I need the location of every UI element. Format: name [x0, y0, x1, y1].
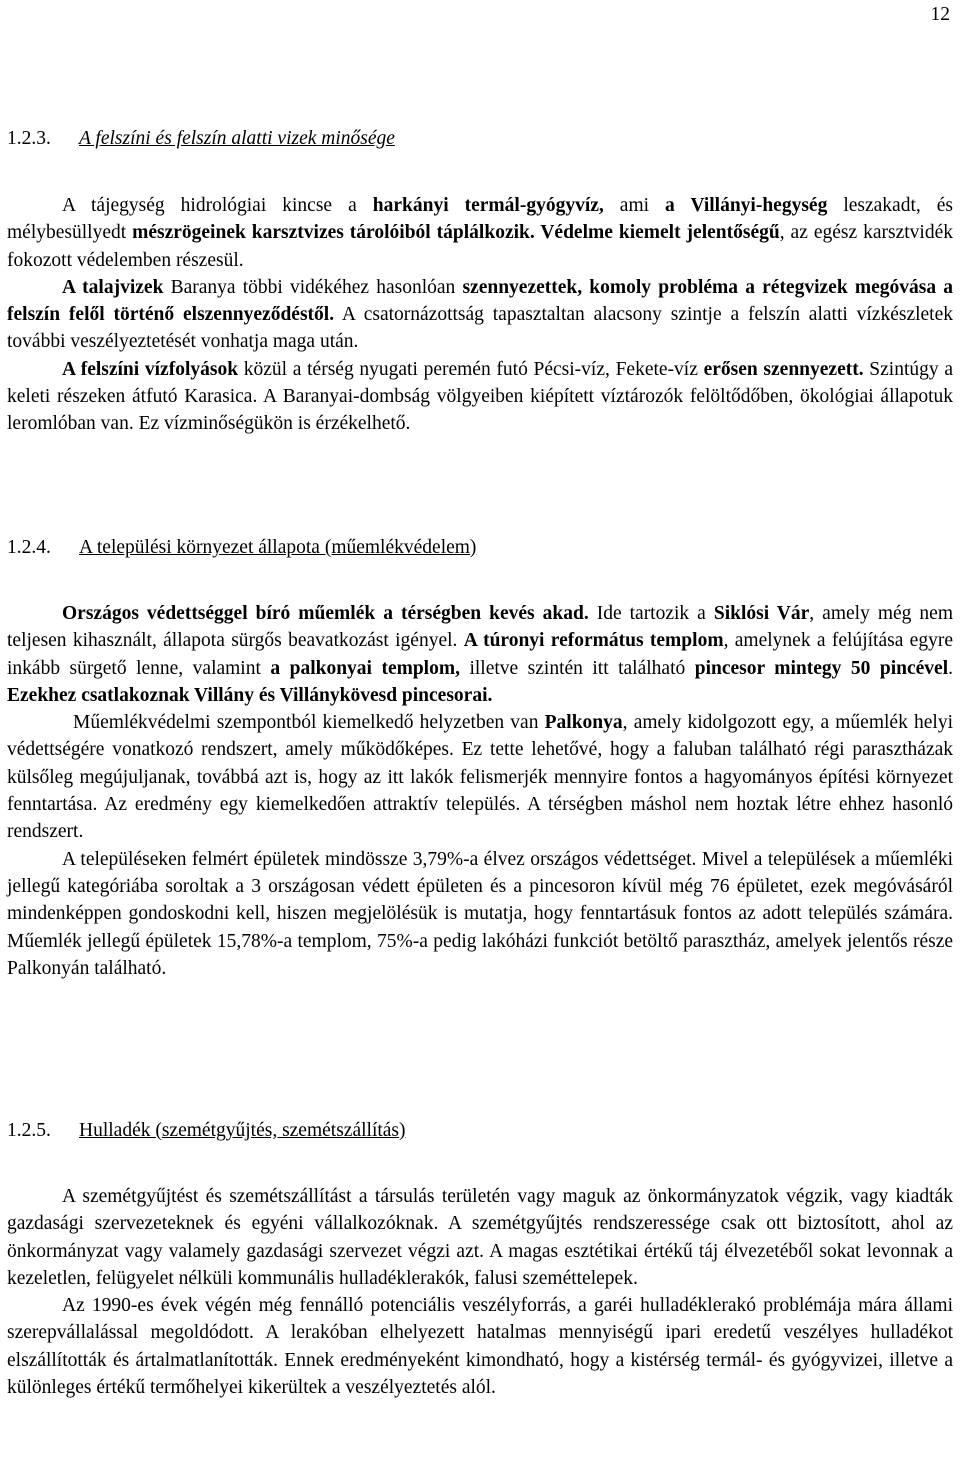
bold-text: Palkonya [544, 712, 623, 734]
section-heading-1-2-4 [7, 537, 476, 559]
text-run: Baranya többi vidékéhez hasonlóan [163, 276, 463, 298]
bold-text: Ezekhez csatlakoznak Villány és Villánykövesd pincesorai. [7, 684, 493, 706]
section-body-1-2-4 [7, 600, 953, 982]
text-run: ami [603, 195, 666, 216]
section-title: A felszíni és felszín alatti vizek minősége [79, 128, 395, 149]
bold-text: erősen szennyezett. [703, 358, 864, 380]
bold-text: mészrögeinek karsztvizes tárolóiból táplálkozik. Védelme kiemelt jelentőségű [132, 222, 780, 244]
bold-text: A felszíni vízfolyások [62, 358, 239, 380]
bold-text: Siklósi Vár [713, 603, 810, 624]
text-run: Műemlékvédelmi szempontból kiemelkedő helyzetben van [73, 712, 545, 734]
text-run: A szemétgyűjtést és szemétszállítást a társulás területén vagy maguk az önkormányzatok végzik, vagy kiadták gazdasági szervezeteknek és egyéni vállalkozóknak. A szemétgyűjtés rendszeressége csak ott biztosított, ahol az önkormányzat vagy valamely gazdasági szervezet végzi azt. A magas esztétikai értékű táj élvezetéből sokat levonnak a kezeletlen, felügyelet nélküli kommunális hulladéklerakók, falusi szeméttelepek. [7, 1186, 953, 1289]
bold-text: pincesor mintegy 50 pincével [694, 657, 949, 679]
text-run: . [948, 657, 953, 679]
text-run: leszakadt, és mélybesüllyedt [7, 195, 954, 244]
section-title: Hulladék (szemétgyűjtés, szemétszállítás) [79, 1120, 406, 1141]
paragraph [7, 274, 953, 356]
text-run: Ide tartozik a [588, 603, 714, 624]
section-body-1-2-3 [7, 192, 953, 438]
text-run: Szintúgy a keleti részeken átfutó Karasica. A Baranyai-dombság völgyeiben kiépített víztározók felöltődőben, ökológiai állapotuk leromlóban van. Ez vízminőségükön is érzékelhető. [7, 358, 953, 435]
paragraph [7, 1292, 953, 1401]
text-run: A tájegység hidrológiai kincse a [62, 195, 373, 216]
text-run: , amely kidolgozott egy, a műemlék helyi védettségére vonatkozó rendszert, amely működőképes. Ez tette lehetővé, hogy a faluban található régi parasztházak külsőleg megújuljanak, továbbá azt is, hogy az itt lakók felismerjék mennyire fontos a hagyományos építési környezet fenntartása. Az eredmény egy kiemelkedően attraktív település. A térségben máshol nem hoztak létre ehhez hasonló rendszert. [7, 712, 953, 843]
section-number: 1.2.5. [7, 1120, 51, 1141]
bold-text: harkányi termál-gyógyvíz, [372, 195, 604, 216]
paragraph [7, 600, 953, 709]
bold-text: A túronyi református templom [463, 630, 724, 652]
text-run: A csatornázottság tapasztaltan alacsony szintje a felszín alatti vízkészletek további veszélyeztetését vonhatja maga után. [7, 304, 953, 353]
section-heading-1-2-3 [7, 128, 395, 150]
section-number: 1.2.4. [7, 537, 51, 558]
bold-text: a Villányi-hegység [665, 195, 828, 216]
text-run: , amely még nem teljesen kihasznált, állapota sürgős beavatkozást igényel. [7, 603, 953, 652]
paragraph [7, 192, 953, 274]
text-run: közül a térség nyugati peremén futó Pécsi-víz, Fekete-víz [238, 358, 704, 380]
bold-text: a palkonyai templom, [270, 657, 460, 679]
section-heading-1-2-5 [7, 1120, 406, 1142]
text-run: illetve szintén itt található [459, 657, 695, 679]
paragraph [7, 846, 953, 982]
text-run: , az egész karsztvidék fokozott védelemben részesül. [7, 222, 953, 271]
paragraph [7, 1183, 953, 1292]
section-body-1-2-5 [7, 1183, 953, 1401]
bold-text: Országos védettséggel bíró műemlék a térségben kevés akad. [62, 603, 589, 624]
paragraph [7, 709, 953, 845]
page-number: 12 [930, 4, 950, 25]
text-run: , amelynek a felújítása egyre inkább sürgető lenne, valamint [7, 630, 953, 679]
section-title: A települési környezet állapota (műemlékvédelem) [79, 537, 477, 558]
section-number: 1.2.3. [7, 128, 51, 149]
text-run: A településeken felmért épületek mindössze 3,79%-a élvez országos védettséget. Mivel a települések a műemléki jellegű kategóriába soroltak a 3 országosan védett épületen és a pincesoron kívül még 76 épületet, ezek megóvásáról mindenképpen gondoskodni kell, hiszen megjelölésük is mutatja, hogy fenntartásuk fontos az adott település számára. Műemlék jellegű épületek 15,78%-a templom, 75%-a pedig lakóházi funkciót betöltő parasztház, amelyek jelentős része Palkonyán található. [7, 848, 953, 979]
paragraph [7, 356, 953, 438]
bold-text: szennyezettek, komoly probléma a rétegvizek megóvása a felszín felől történő elszennyeződéstől. [7, 276, 954, 326]
bold-text: A talajvizek [62, 276, 164, 298]
text-run: Az 1990-es évek végén még fennálló potenciális veszélyforrás, a garéi hulladéklerakó problémája mára állami szerepvállalással megoldódott. A lerakóban elhelyezett hatalmas mennyiségű ipari eredetű veszélyes hulladékot elszállították és ártalmatlanították. Ennek eredményeként kimondható, hogy a kistérség termál- és gyógyvizei, illetve a különleges értékű termőhelyei kikerültek a veszélyeztetés alól. [7, 1295, 953, 1399]
